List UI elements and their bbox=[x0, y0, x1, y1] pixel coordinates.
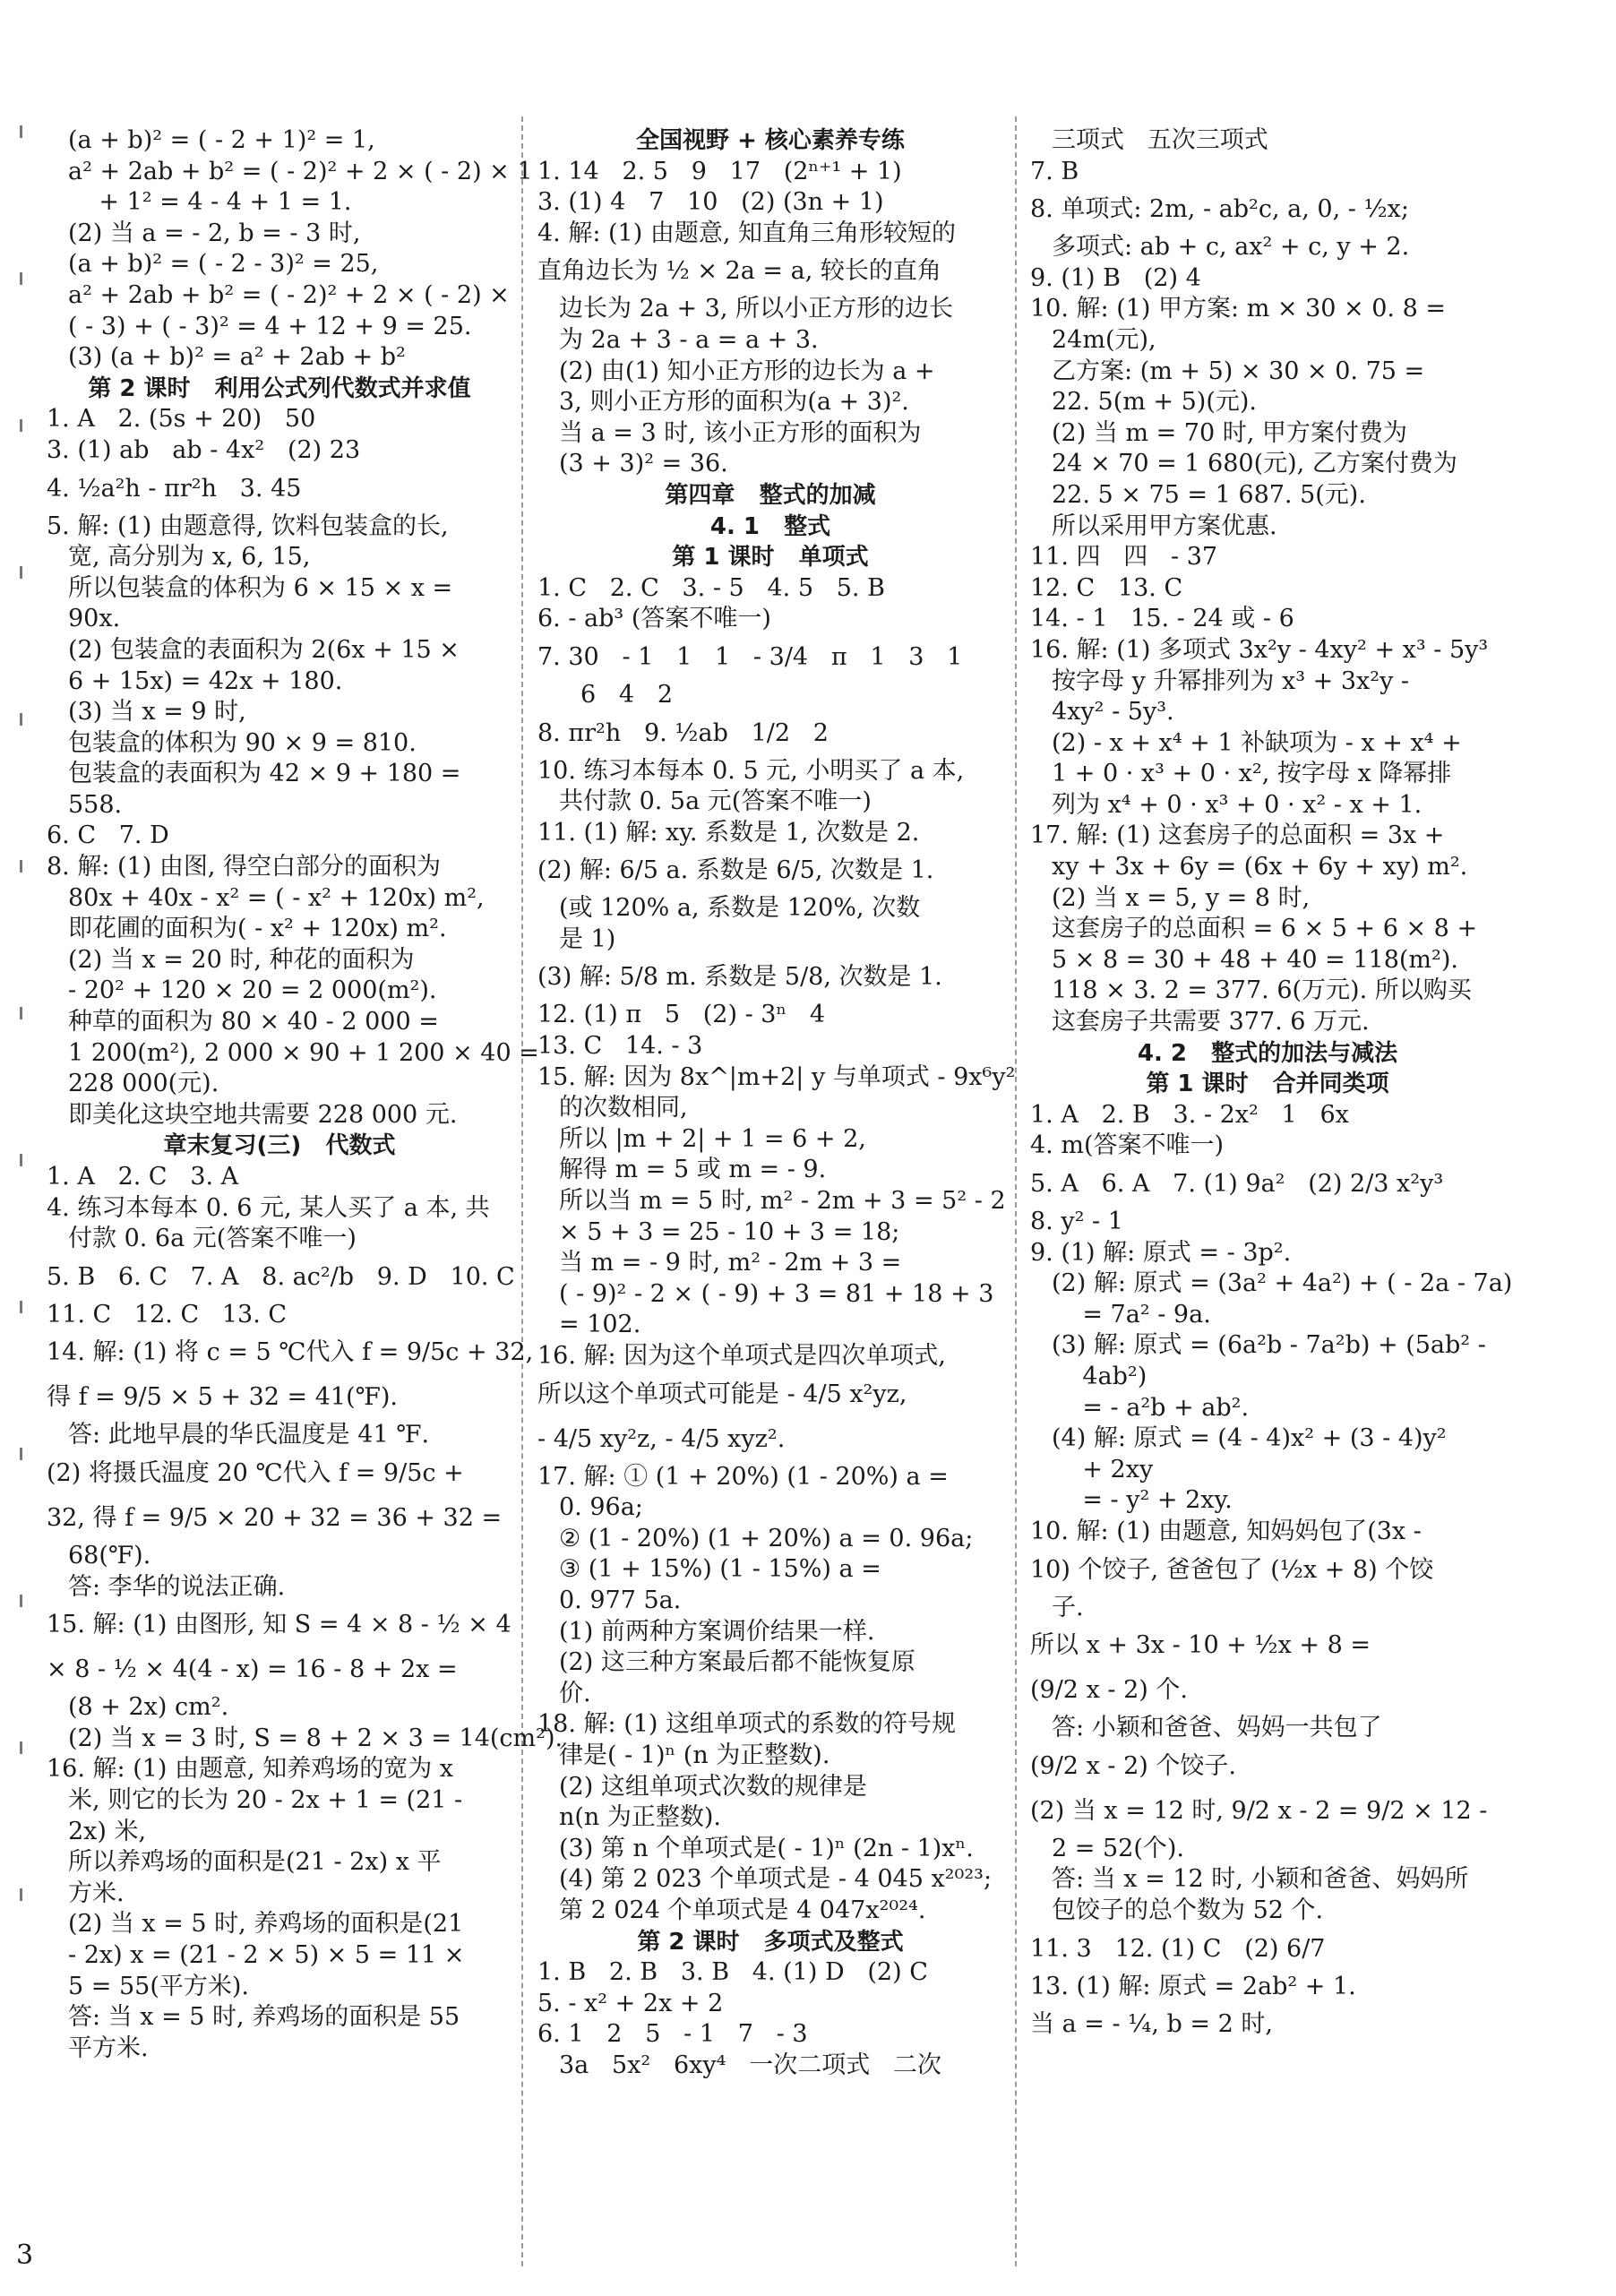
answer-line: 所以 x + 3x - 10 + ½x + 8 = bbox=[1030, 1631, 1371, 1660]
answer-line: 14. 解: (1) 将 c = 5 ℃代入 f = 9/5c + 32, bbox=[47, 1338, 534, 1367]
page-number: 3 bbox=[16, 2240, 34, 2271]
answer-line: 平方米. bbox=[68, 2034, 149, 2062]
answer-line: (2) 当 m = 70 时, 甲方案付费为 bbox=[1052, 418, 1407, 447]
answer-line: 8. y² - 1 bbox=[1030, 1208, 1123, 1235]
answer-line: 6. 1 2 5 - 1 7 - 3 bbox=[537, 2020, 808, 2049]
answer-line: 1. C 2. C 3. - 5 4. 5 5. B bbox=[537, 573, 885, 602]
section-heading: 4. 2 整式的加法与减法 bbox=[1137, 1039, 1398, 1067]
answer-line: 16. 解: (1) 多项式 3x²y - 4xy² + x³ - 5y³ bbox=[1030, 635, 1489, 664]
answer-line: 律是( - 1)ⁿ (n 为正整数). bbox=[559, 1741, 830, 1769]
answer-line: 4xy² - 5y³. bbox=[1052, 698, 1174, 727]
answer-line: 当 a = - ¼, b = 2 时, bbox=[1030, 2010, 1273, 2039]
section-heading: 4. 1 整式 bbox=[709, 512, 831, 540]
answer-line: = - y² + 2xy. bbox=[1052, 1486, 1233, 1515]
answer-line: 答: 李华的说法正确. bbox=[68, 1572, 286, 1601]
answer-line: 558. bbox=[68, 790, 123, 819]
answer-line: 5. A 6. A 7. (1) 9a² (2) 2/3 x²y³ bbox=[1030, 1170, 1444, 1198]
answer-line: 22. 5(m + 5)(元). bbox=[1052, 388, 1257, 417]
answer-line: 6. - ab³ (答案不唯一) bbox=[537, 605, 771, 633]
answer-line: ③ (1 + 15%) (1 - 15%) a = bbox=[559, 1555, 881, 1584]
answer-line: 的次数相同, bbox=[559, 1094, 688, 1122]
answer-line: a² + 2ab + b² = ( - 2)² + 2 × ( - 2) × 1 bbox=[68, 157, 533, 185]
answer-line: (3 + 3)² = 36. bbox=[559, 450, 728, 478]
answer-line: 6. C 7. D bbox=[47, 821, 169, 850]
answer-line: 4ab²) bbox=[1052, 1362, 1148, 1390]
answer-line: ( - 9)² - 2 × ( - 9) + 3 = 81 + 18 + 3 bbox=[559, 1279, 994, 1308]
answer-line: 直角边长为 ½ × 2a = a, 较长的直角 bbox=[537, 257, 941, 286]
answer-line: 24 × 70 = 1 680(元), 乙方案付费为 bbox=[1052, 450, 1457, 478]
answer-line: 9. (1) B (2) 4 bbox=[1030, 263, 1201, 292]
answer-line: 即美化这块空地共需要 228 000 元. bbox=[68, 1100, 458, 1129]
answer-line: 所以养鸡场的面积是(21 - 2x) x 平 bbox=[68, 1848, 442, 1877]
answer-line: 这套房子共需要 377. 6 万元. bbox=[1052, 1008, 1370, 1036]
answer-line: 11. 3 12. (1) C (2) 6/7 bbox=[1030, 1934, 1326, 1963]
answer-line: 24m(元), bbox=[1052, 325, 1156, 354]
answer-line: 得 f = 9/5 × 5 + 32 = 41(℉). bbox=[47, 1383, 399, 1412]
answer-line: ( - 3) + ( - 3)² = 4 + 12 + 9 = 25. bbox=[68, 312, 472, 340]
answer-line: 18. 解: (1) 这组单项式的系数的符号规 bbox=[537, 1710, 957, 1739]
answer-line: 17. 解: (1) 这套房子的总面积 = 3x + bbox=[1030, 821, 1445, 850]
answer-line: 10. 解: (1) 甲方案: m × 30 × 0. 8 = bbox=[1030, 295, 1446, 323]
answer-line: 10) 个饺子, 爸爸包了 (½x + 8) 个饺 bbox=[1030, 1555, 1434, 1584]
answer-line: 118 × 3. 2 = 377. 6(万元). 所以购买 bbox=[1052, 976, 1472, 1005]
answer-line: 价. bbox=[559, 1679, 591, 1707]
answer-line: × 8 - ½ × 4(4 - x) = 16 - 8 + 2x = bbox=[47, 1655, 458, 1684]
answer-line: (2) 当 a = - 2, b = - 3 时, bbox=[68, 219, 361, 247]
answer-line: 列为 x⁴ + 0 · x³ + 0 · x² - x + 1. bbox=[1052, 790, 1423, 819]
answer-line: (3) (a + b)² = a² + 2ab + b² bbox=[68, 343, 406, 372]
answer-line: 1 200(m²), 2 000 × 90 + 1 200 × 40 = bbox=[68, 1038, 539, 1067]
answer-line: 边长为 2a + 3, 所以小正方形的边长 bbox=[559, 295, 953, 323]
answer-line: - 4/5 xy²z, - 4/5 xyz². bbox=[537, 1424, 786, 1453]
answer-line: 228 000(元). bbox=[68, 1070, 219, 1098]
answer-line: × 5 + 3 = 25 - 10 + 3 = 18; bbox=[559, 1217, 900, 1246]
answer-line: 10. 练习本每本 0. 5 元, 小明买了 a 本, bbox=[537, 756, 965, 785]
answer-line: 3, 则小正方形的面积为(a + 3)². bbox=[559, 388, 909, 417]
answer-line: 所以这个单项式可能是 - 4/5 x²yz, bbox=[537, 1380, 907, 1408]
answer-line: 80x + 40x - x² = ( - x² + 120x) m², bbox=[68, 883, 485, 912]
answer-line: 是 1) bbox=[559, 924, 616, 953]
answer-line: 即花圃的面积为( - x² + 120x) m². bbox=[68, 915, 447, 943]
binding-edge bbox=[20, 125, 29, 2186]
answer-column-left bbox=[47, 125, 563, 2064]
answer-line: (9/2 x - 2) 个. bbox=[1030, 1676, 1188, 1705]
answer-line: 7. 30 - 1 1 1 - 3/4 π 1 3 1 bbox=[537, 642, 963, 671]
answer-line: 多项式: ab + c, ax² + c, y + 2. bbox=[1052, 233, 1410, 262]
answer-line: (2) 当 x = 3 时, S = 8 + 2 × 3 = 14(cm²). bbox=[68, 1724, 563, 1752]
answer-line: (2) 由(1) 知小正方形的边长为 a + bbox=[559, 357, 935, 385]
answer-line: + 1² = 4 - 4 + 1 = 1. bbox=[68, 188, 352, 217]
answer-line: 4. 解: (1) 由题意, 知直角三角形较短的 bbox=[537, 219, 957, 247]
answer-line: 3a 5x² 6xy⁴ 一次二项式 二次 bbox=[559, 2051, 941, 2079]
answer-line: 当 a = 3 时, 该小正方形的面积为 bbox=[559, 418, 922, 447]
answer-line: 8. 解: (1) 由图, 得空白部分的面积为 bbox=[47, 853, 442, 881]
answer-line: (2) 包装盒的表面积为 2(6x + 15 × bbox=[68, 635, 460, 664]
answer-line: (3) 解: 原式 = (6a²b - 7a²b) + (5ab² - bbox=[1052, 1331, 1486, 1360]
answer-line: (2) 当 x = 12 时, 9/2 x - 2 = 9/2 × 12 - bbox=[1030, 1796, 1488, 1825]
answer-line: 答: 此地早晨的华氏温度是 41 ℉. bbox=[68, 1421, 430, 1449]
answer-line: 6 + 15x) = 42x + 180. bbox=[68, 666, 343, 695]
answer-line: 所以包装盒的体积为 6 × 15 × x = bbox=[68, 573, 453, 602]
answer-line: 1. A 2. B 3. - 2x² 1 6x bbox=[1030, 1100, 1349, 1129]
answer-line: - 20² + 120 × 20 = 2 000(m²). bbox=[68, 976, 437, 1005]
answer-line: = - a²b + ab². bbox=[1052, 1393, 1250, 1422]
section-heading: 第四章 整式的加减 bbox=[665, 481, 876, 509]
answer-line: + 2xy bbox=[1052, 1455, 1154, 1483]
answer-line: 6 4 2 bbox=[580, 680, 674, 709]
section-heading: 第 2 课时 多项式及整式 bbox=[637, 1928, 904, 1956]
answer-column-right bbox=[1030, 125, 1513, 2047]
answer-line: (2) 将摄氏温度 20 ℃代入 f = 9/5c + bbox=[47, 1458, 464, 1487]
answer-line: 3. (1) 4 7 10 (2) (3n + 1) bbox=[537, 188, 884, 217]
answer-line: 4. ½a²h - πr²h 3. 45 bbox=[47, 474, 302, 503]
answer-column-middle bbox=[537, 125, 1016, 2081]
answer-line: 子. bbox=[1052, 1593, 1084, 1621]
answer-line: (或 120% a, 系数是 120%, 次数 bbox=[559, 894, 921, 923]
answer-line: (a + b)² = ( - 2 + 1)² = 1, bbox=[68, 126, 375, 154]
answer-line: 2 = 52(个). bbox=[1052, 1834, 1184, 1862]
answer-line: (2) 解: 原式 = (3a² + 4a²) + ( - 2a - 7a) bbox=[1052, 1269, 1513, 1298]
answer-line: 答: 当 x = 12 时, 小颖和爸爸、妈妈所 bbox=[1052, 1865, 1469, 1894]
answer-line: 5. B 6. C 7. A 8. ac²/b 9. D 10. C bbox=[47, 1262, 515, 1291]
answer-line: 16. 解: (1) 由题意, 知养鸡场的宽为 x bbox=[47, 1755, 454, 1784]
answer-line: 包装盒的体积为 90 × 9 = 810. bbox=[68, 728, 417, 757]
answer-line: 包装盒的表面积为 42 × 9 + 180 = bbox=[68, 760, 461, 788]
answer-line: 5. - x² + 2x + 2 bbox=[537, 1989, 724, 2017]
answer-line: 5. 解: (1) 由题意得, 饮料包装盒的长, bbox=[47, 512, 449, 540]
answer-line: 种草的面积为 80 × 40 - 2 000 = bbox=[68, 1008, 439, 1036]
answer-line: 三项式 五次三项式 bbox=[1052, 126, 1268, 154]
answer-line: 5 × 8 = 30 + 48 + 40 = 118(m²). bbox=[1052, 945, 1458, 974]
answer-line: xy + 3x + 6y = (6x + 6y + xy) m². bbox=[1052, 853, 1468, 881]
answer-line: a² + 2ab + b² = ( - 2)² + 2 × ( - 2) × bbox=[68, 280, 510, 309]
answer-line: 1 + 0 · x³ + 0 · x², 按字母 x 降幂排 bbox=[1052, 760, 1452, 788]
answer-line: 15. 解: 因为 8x^|m+2| y 与单项式 - 9x⁶y² bbox=[537, 1062, 1016, 1091]
section-heading: 第 2 课时 利用公式列代数式并求值 bbox=[88, 374, 471, 402]
answer-line: 12. (1) π 5 (2) - 3ⁿ 4 bbox=[537, 1001, 826, 1029]
answer-line: 12. C 13. C bbox=[1030, 573, 1183, 602]
answer-line: n(n 为正整数). bbox=[559, 1803, 722, 1832]
answer-line: 方米. bbox=[68, 1879, 125, 1907]
answer-line: 所以采用甲方案优惠. bbox=[1052, 512, 1277, 540]
answer-line: 32, 得 f = 9/5 × 20 + 32 = 36 + 32 = bbox=[47, 1503, 503, 1532]
answer-line: 1. A 2. (5s + 20) 50 bbox=[47, 405, 316, 434]
answer-line: 1. A 2. C 3. A bbox=[47, 1163, 239, 1191]
answer-line: = 102. bbox=[559, 1311, 641, 1339]
answer-line: (3) 解: 5/8 m. 系数是 5/8, 次数是 1. bbox=[537, 963, 942, 992]
answer-line: 7. B bbox=[1030, 157, 1079, 185]
answer-line: 11. (1) 解: xy. 系数是 1, 次数是 2. bbox=[537, 818, 920, 847]
answer-line: 宽, 高分别为 x, 6, 15, bbox=[68, 543, 311, 572]
answer-line: (2) 解: 6/5 a. 系数是 6/5, 次数是 1. bbox=[537, 856, 934, 885]
answer-line: 4. 练习本每本 0. 6 元, 某人买了 a 本, 共 bbox=[47, 1193, 490, 1222]
answer-line: (4) 解: 原式 = (4 - 4)x² + (3 - 4)y² bbox=[1052, 1424, 1447, 1453]
answer-line: 13. C 14. - 3 bbox=[537, 1032, 703, 1061]
answer-line: 22. 5 × 75 = 1 687. 5(元). bbox=[1052, 480, 1366, 509]
answer-line: 9. (1) 解: 原式 = - 3p². bbox=[1030, 1238, 1292, 1267]
answer-line: (1) 前两种方案调价结果一样. bbox=[559, 1617, 875, 1646]
answer-line: - 2x) x = (21 - 2 × 5) × 5 = 11 × bbox=[68, 1940, 465, 1969]
answer-line: 5 = 55(平方米). bbox=[68, 1972, 249, 2000]
answer-line: (2) 这三种方案最后都不能恢复原 bbox=[559, 1648, 915, 1677]
answer-line: (4) 第 2 023 个单项式是 - 4 045 x²⁰²³; bbox=[559, 1865, 993, 1894]
answer-line: 付款 0. 6a 元(答案不唯一) bbox=[68, 1225, 357, 1253]
answer-line: 米, 则它的长为 20 - 2x + 1 = (21 - bbox=[68, 1785, 463, 1814]
answer-line: (3) 当 x = 9 时, bbox=[68, 698, 246, 727]
answer-line: 90x. bbox=[68, 605, 121, 633]
answer-line: ② (1 - 20%) (1 + 20%) a = 0. 96a; bbox=[559, 1524, 974, 1552]
answer-line: 13. (1) 解: 原式 = 2ab² + 1. bbox=[1030, 1972, 1356, 2000]
section-heading: 全国视野 + 核心素养专练 bbox=[636, 127, 905, 154]
answer-line: 1. 14 2. 5 9 17 (2ⁿ⁺¹ + 1) bbox=[537, 157, 902, 185]
answer-line: 包饺子的总个数为 52 个. bbox=[1052, 1896, 1324, 1924]
answer-line: 4. m(答案不唯一) bbox=[1030, 1131, 1225, 1160]
answer-line: (2) 这组单项式次数的规律是 bbox=[559, 1772, 867, 1801]
answer-line: = 7a² - 9a. bbox=[1052, 1300, 1211, 1329]
answer-line: 解得 m = 5 或 m = - 9. bbox=[559, 1156, 827, 1184]
answer-line: 3. (1) ab ab - 4x² (2) 23 bbox=[47, 435, 361, 464]
answer-line: 8. 单项式: 2m, - ab²c, a, 0, - ½x; bbox=[1030, 195, 1409, 224]
column-divider bbox=[521, 116, 523, 2266]
section-heading: 第 1 课时 单项式 bbox=[672, 544, 869, 572]
answer-line: 按字母 y 升幂排列为 x³ + 3x²y - bbox=[1052, 666, 1410, 695]
answer-line: 2x) 米, bbox=[68, 1817, 147, 1845]
answer-line: 这套房子的总面积 = 6 × 5 + 6 × 8 + bbox=[1052, 915, 1478, 943]
answer-line: 第 2 024 个单项式是 4 047x²⁰²⁴. bbox=[559, 1896, 926, 1924]
answer-line: (9/2 x - 2) 个饺子. bbox=[1030, 1751, 1236, 1780]
answer-line: 答: 当 x = 5 时, 养鸡场的面积是 55 bbox=[68, 2003, 460, 2032]
answer-line: 为 2a + 3 - a = a + 3. bbox=[559, 325, 819, 354]
answer-line: 1. B 2. B 3. B 4. (1) D (2) C bbox=[537, 1958, 928, 1987]
answer-line: 共付款 0. 5a 元(答案不唯一) bbox=[559, 787, 872, 816]
answer-line: 答: 小颖和爸爸、妈妈一共包了 bbox=[1052, 1714, 1382, 1742]
answer-line: 当 m = - 9 时, m² - 2m + 3 = bbox=[559, 1249, 902, 1277]
answer-line: (2) 当 x = 5 时, 养鸡场的面积是(21 bbox=[68, 1910, 464, 1939]
answer-line: 乙方案: (m + 5) × 30 × 0. 75 = bbox=[1052, 357, 1425, 385]
answer-line: (2) - x + x⁴ + 1 补缺项为 - x + x⁴ + bbox=[1052, 728, 1462, 757]
answer-line: 14. - 1 15. - 24 或 - 6 bbox=[1030, 605, 1294, 633]
answer-line: 11. C 12. C 13. C bbox=[47, 1300, 288, 1329]
answer-line: (a + b)² = ( - 2 - 3)² = 25, bbox=[68, 250, 379, 279]
answer-line: 17. 解: ① (1 + 20%) (1 - 20%) a = bbox=[537, 1462, 949, 1491]
answer-line: 0. 96a; bbox=[559, 1493, 643, 1522]
answer-line: 所以当 m = 5 时, m² - 2m + 3 = 5² - 2 bbox=[559, 1187, 1006, 1216]
answer-line: (2) 当 x = 20 时, 种花的面积为 bbox=[68, 945, 415, 974]
section-heading: 第 1 课时 合并同类项 bbox=[1146, 1071, 1389, 1098]
answer-line: 8. πr²h 9. ½ab 1/2 2 bbox=[537, 718, 829, 747]
answer-line: 0. 977 5a. bbox=[559, 1586, 682, 1614]
answer-line: (2) 当 x = 5, y = 8 时, bbox=[1052, 883, 1311, 912]
answer-line: 68(℉). bbox=[68, 1541, 151, 1569]
answer-line: 11. 四 四 - 37 bbox=[1030, 543, 1218, 572]
answer-line: (8 + 2x) cm². bbox=[68, 1693, 229, 1722]
answer-line: 16. 解: 因为这个单项式是四次单项式, bbox=[537, 1342, 946, 1370]
answer-line: (3) 第 n 个单项式是( - 1)ⁿ (2n - 1)xⁿ. bbox=[559, 1834, 974, 1862]
column-divider bbox=[1015, 116, 1017, 2266]
section-heading: 章末复习(三) 代数式 bbox=[163, 1132, 396, 1160]
answer-line: 所以 |m + 2| + 1 = 6 + 2, bbox=[559, 1124, 866, 1153]
answer-line: 15. 解: (1) 由图形, 知 S = 4 × 8 - ½ × 4 bbox=[47, 1611, 511, 1639]
answer-line: 10. 解: (1) 由题意, 知妈妈包了(3x - bbox=[1030, 1517, 1422, 1545]
